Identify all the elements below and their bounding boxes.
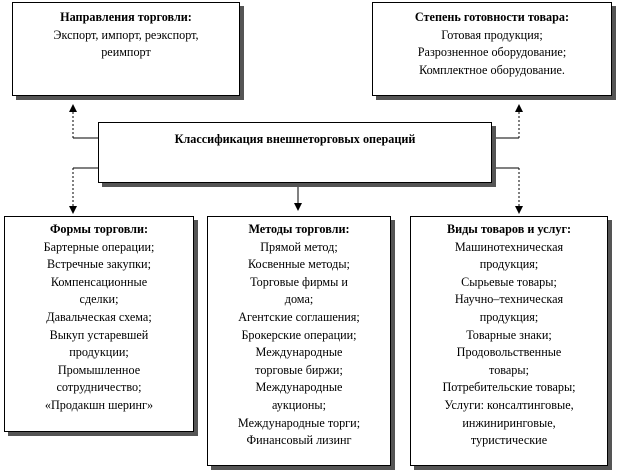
list-item: продукция; xyxy=(479,309,539,324)
center-title: Классификация внешнеторговых операций xyxy=(174,132,416,146)
list-item: Готовая продукция; xyxy=(441,27,543,42)
box-title: Виды товаров и услуг: xyxy=(446,222,572,236)
list-item: Машинотехническая xyxy=(454,239,564,254)
list-item: Промышленное xyxy=(57,362,141,377)
list-item: Комплектное оборудование. xyxy=(419,62,565,77)
box-classification-center xyxy=(98,122,492,183)
list-item: Прямой метод; xyxy=(260,239,338,254)
list-item: Давальческая схема; xyxy=(46,309,152,324)
list-item: Брокерские операции; xyxy=(241,327,357,342)
list-item: Торговые фирмы и xyxy=(250,274,348,289)
list-item: торговые биржи; xyxy=(255,362,343,377)
list-item: реимпорт xyxy=(101,45,151,60)
box-lines xyxy=(373,27,611,80)
box-title: Формы торговли: xyxy=(49,222,149,236)
box-title: Степень готовности товара: xyxy=(414,10,570,24)
box-title: Методы торговли: xyxy=(248,222,350,236)
list-item: Потребительские товары; xyxy=(442,380,576,395)
list-item: Международные xyxy=(255,380,343,395)
box-trade-forms xyxy=(4,216,194,432)
list-item: Разрозненное оборудование; xyxy=(417,45,567,60)
list-item: Финансовый лизинг xyxy=(246,433,352,448)
list-item: туристические xyxy=(470,433,548,448)
list-item: Сырьевые товары; xyxy=(461,274,557,289)
list-item: Компенсационные xyxy=(50,274,148,289)
list-item: Встречные закупки; xyxy=(47,257,151,272)
box-product-readiness xyxy=(372,2,612,96)
list-item: Бартерные операции; xyxy=(43,239,155,254)
list-item: продукция; xyxy=(479,257,539,272)
box-lines xyxy=(411,239,607,450)
list-item: Услуги: консалтинговые, xyxy=(444,397,574,412)
list-item: Агентские соглашения; xyxy=(238,309,360,324)
list-item: сотрудничество; xyxy=(56,380,142,395)
list-item: дома; xyxy=(284,292,314,307)
box-lines xyxy=(208,239,390,450)
list-item: Товарные знаки; xyxy=(466,327,552,342)
box-goods-services xyxy=(410,216,608,466)
list-item: товары; xyxy=(489,362,529,377)
list-item: Научно–техническая xyxy=(454,292,564,307)
list-item: Выкуп устаревшей xyxy=(49,327,149,342)
list-item: Международные торги; xyxy=(237,415,361,430)
box-title: Направления торговли: xyxy=(60,10,192,24)
box-trade-methods xyxy=(207,216,391,466)
list-item: аукционы; xyxy=(271,397,327,412)
box-trade-directions xyxy=(12,2,240,96)
list-item: сделки; xyxy=(79,292,119,307)
box-lines xyxy=(5,239,193,415)
list-item: продукции; xyxy=(69,345,129,360)
list-item: Косвенные методы; xyxy=(248,257,350,272)
box-lines xyxy=(13,27,239,62)
list-item: Продовольственные xyxy=(456,345,562,360)
list-item: Экспорт, импорт, реэкспорт, xyxy=(53,27,199,42)
list-item: Международные xyxy=(255,345,343,360)
list-item: «Продакшн шеринг» xyxy=(44,397,154,412)
list-item: инжиниринговые, xyxy=(462,415,556,430)
